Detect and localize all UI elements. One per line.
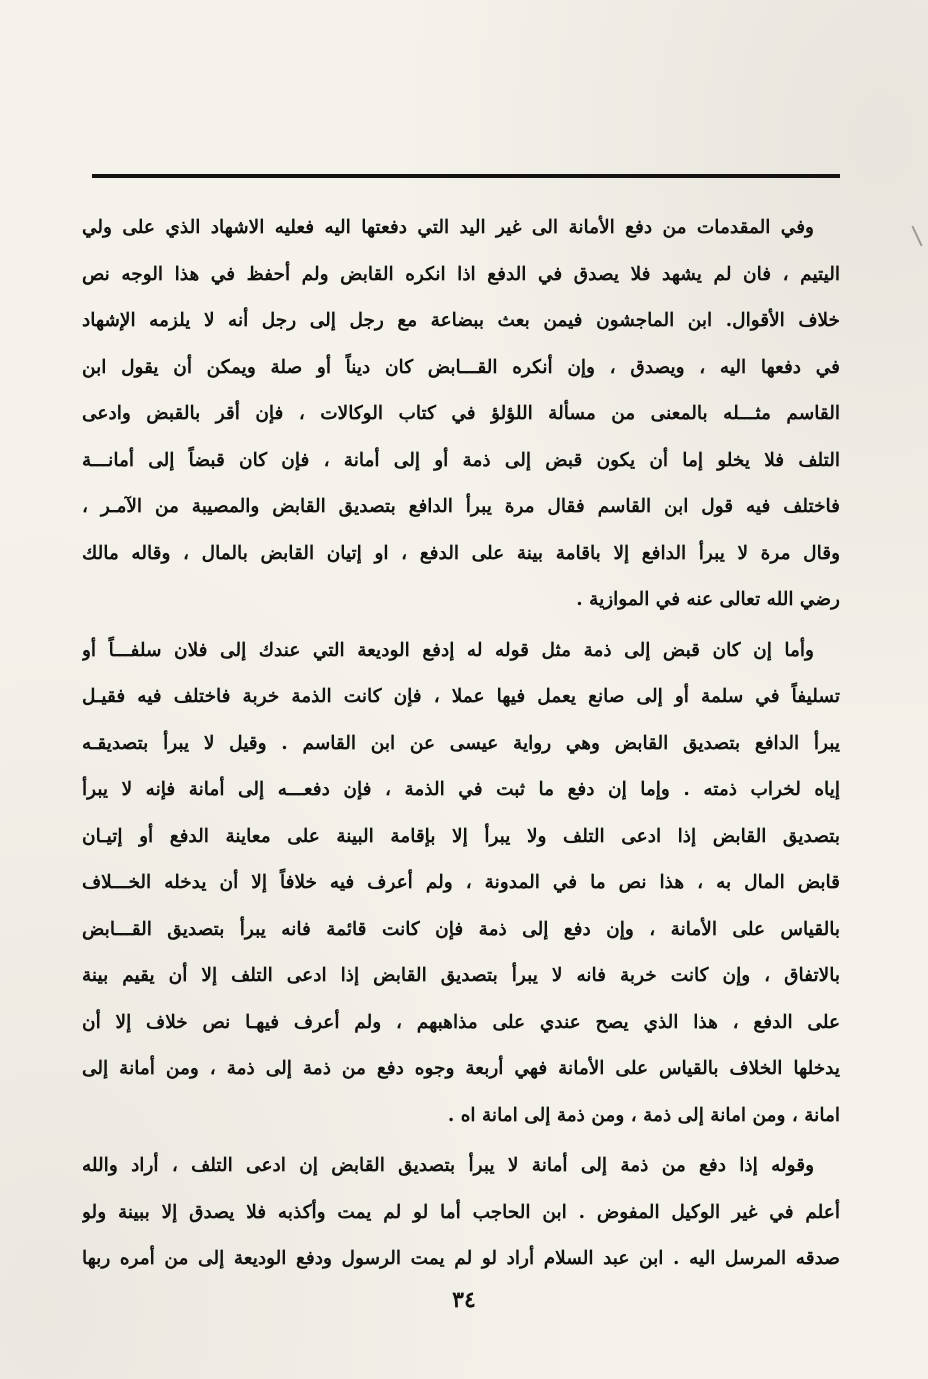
text-line: إياه لخراب ذمته . وإما إن دفع ما ثبت في الذمة ، فإن دفعـــه إلى أمانة فإنه لا يبرأ [82, 779, 840, 800]
text-line: رضي الله تعالى عنه في الموازية . [576, 589, 840, 610]
paragraph-3 [82, 1143, 840, 1283]
text-line: يدخلها الخلاف بالقياس على الأمانة فهي أربعة وجوه دفع من ذمة إلى ذمة ، ومن أمانة إلى [82, 1058, 840, 1079]
text-line: وفي المقدمات من دفع الأمانة الى غير اليد التي دفعتها اليه فعليه الاشهاد الذي على ولي [82, 217, 814, 238]
text-line: وأما إن كان قبض إلى ذمة مثل قوله له إدفع الوديعة التي عندك إلى فلان سلفـــاً أو [82, 639, 814, 661]
header-rule [92, 174, 840, 178]
scan-edge-mark [911, 226, 922, 247]
text-line: التلف فلا يخلو إما أن يكون قبض إلى ذمة أو إلى أمانة ، فإن كان قبضاً إلى أمانـــة [82, 449, 840, 471]
paragraph-2 [82, 628, 840, 1140]
text-line: بالقياس على الأمانة ، وإن دفع إلى ذمة فإن كانت قائمة فانه يبرأ بتصديق القـــابض [82, 918, 840, 940]
text-line: تسليفاً في سلمة أو إلى صانع يعمل فيها عملا ، فإن كانت الذمة خربة فاختلف فيه فقيـل [82, 686, 840, 707]
body-text [82, 205, 840, 1287]
text-line: قابض المال به ، هذا نص ما في المدونة ، ولم أعرف فيه خلافاً إلا أن يدخله الخـــلاف [82, 872, 840, 893]
page-number: ٣٤ [452, 1287, 476, 1313]
text-line: وقوله إذا دفع من ذمة إلى أمانة لا يبرأ بتصديق القابض إن ادعى التلف ، أراد والله [82, 1155, 814, 1176]
text-line: خلاف الأقوال. ابن الماجشون فيمن بعث ببضاعة مع رجل إلى رجل أنه لا يلزمه الإشهاد [82, 310, 840, 331]
text-line: في دفعها اليه ، ويصدق ، وإن أنكره القـــابض كان ديناً أو صلة ويمكن أن يقول ابن [82, 356, 840, 378]
text-line: صدقه المرسل اليه . ابن عبد السلام أراد لو لم يمت الرسول ودفع الوديعة إلى من أمره ربها [82, 1248, 840, 1269]
text-line: بالاتفاق ، وإن كانت خربة فانه لا يبرأ بتصديق القابض إذا ادعى التلف إلا أن يقيم بينة [82, 965, 840, 986]
text-line: اليتيم ، فان لم يشهد فلا يصدق في الدفع اذا انكره القابض ولم أحفظ في هذا الوجه نص [82, 263, 840, 285]
text-line: على الدفع ، هذا الذي يصح عندي على مذاهبهم ، ولم أعرف فيهـا نص خلاف إلا أن [82, 1011, 840, 1033]
text-line: امانة ، ومن امانة إلى ذمة ، ومن ذمة إلى امانة اه . [447, 1104, 840, 1126]
text-line: فاختلف فيه قول ابن القاسم فقال مرة يبرأ الدافع بتصديق القابض والمصيبة من الآمـر ، [82, 496, 840, 517]
text-line: أعلم في غير الوكيل المفوض . ابن الحاجب أما لو لم يمت وأكذبه فلا يصدق إلا ببينة ولو [82, 1201, 840, 1223]
text-line: بتصديق القابض إذا ادعى التلف ولا يبرأ إلا بإقامة البينة على معاينة الدفع أو إتيـان [82, 825, 840, 847]
paragraph-1 [82, 205, 840, 624]
text-line: وقال مرة لا يبرأ الدافع إلا باقامة بينة على الدفع ، او إتيان القابض بالمال ، وقاله مالك [82, 542, 840, 564]
text-line: يبرأ الدافع بتصديق القابض وهي رواية عيسى عن ابن القاسم . وقيل لا يبرأ بتصديقـه [82, 732, 840, 754]
text-line: القاسم مثـــله بالمعنى من مسألة اللؤلؤ في كتاب الوكالات ، فإن أقر بالقبض وادعى [82, 403, 840, 424]
